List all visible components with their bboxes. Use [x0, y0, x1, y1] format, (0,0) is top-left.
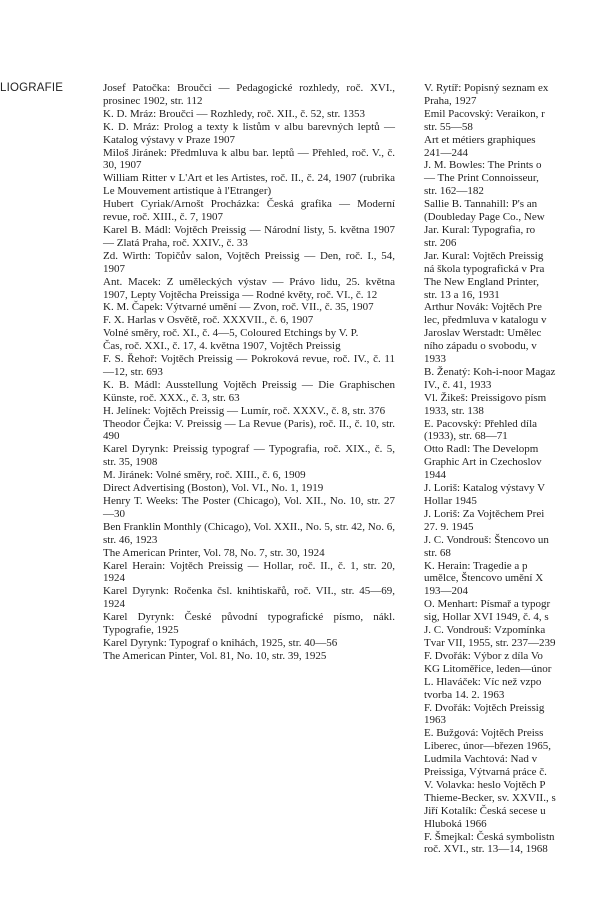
- bibliography-entry: Miloš Jiránek: Předmluva k albu bar. leptů — Přehled, roč. V., č. 30, 1907: [103, 146, 395, 172]
- bibliography-entry: Hollar 1945: [424, 495, 477, 507]
- bibliography-entry: H. Jelínek: Vojtěch Preissig — Lumír, roč. XXXV., č. 8, str. 376: [103, 404, 386, 417]
- bibliography-entry: Ant. Macek: Z uměleckých výstav — Právo lidu, 25. května 1907, Lepty Vojtěcha Preissiga — Rodné květy, roč. VI., č. 12: [103, 275, 395, 301]
- bibliography-entry: V. Volavka: heslo Vojtěch P: [424, 778, 546, 791]
- bibliography-entry: F. Dvořák: Vojtěch Preissig: [424, 701, 545, 714]
- bibliography-entry: 1933, str. 138: [424, 404, 484, 417]
- bibliography-entry: Josef Patočka: Broučci — Pedagogické rozhledy, roč. XVI., prosinec 1902, str. 112: [103, 82, 395, 107]
- bibliography-entry: sig, Hollar XVI 1949, č. 4, s: [424, 611, 549, 624]
- bibliography-entry: ná škola typografická v Pra: [424, 262, 545, 275]
- bibliography-entry: Karel Dyrynk: Preissig typograf — Typografia, roč. XIX., č. 5, str. 35, 1908: [103, 443, 395, 469]
- bibliography-entry: Thieme-Becker, sv. XXVII., s: [424, 791, 556, 804]
- bibliography-entry: Karel Herain: Vojtěch Preissig — Hollar, roč. II., č. 1, str. 20, 1924: [103, 559, 395, 585]
- bibliography-entry: str. 55—58: [424, 120, 473, 133]
- bibliography-entry: F. S. Řehoř: Vojtěch Preissig — Pokroková revue, roč. IV., č. 11—12, str. 693: [103, 353, 395, 378]
- bibliography-entry: 241—244: [424, 146, 468, 159]
- bibliography-entry: The American Printer, Vol. 78, No. 7, str. 30, 1924: [103, 546, 325, 559]
- bibliography-entry: F. X. Harlas v Osvětě, roč. XXXVII., č. 6, 1907: [103, 314, 314, 327]
- bibliography-entry: tvorba 14. 2. 1963: [424, 688, 505, 701]
- bibliography-entry: KG Litoměřice, leden—únor: [424, 662, 552, 675]
- bibliography-entry: F. Šmejkal: Česká symbolistn: [424, 830, 555, 843]
- bibliography-entry: Art et métiers graphiques: [424, 133, 536, 146]
- bibliography-entry: Jar. Kural: Typografia, ro: [424, 223, 536, 236]
- bibliography-entry: V. Rytíř: Popisný seznam ex: [424, 82, 549, 94]
- bibliography-entry: J. M. Bowles: The Prints o: [424, 159, 542, 172]
- bibliography-entry: L. Hlaváček: Víc než vzpo: [424, 675, 542, 688]
- bibliography-entry: (Doubleday Page Co., New: [424, 211, 545, 224]
- bibliography-entry: O. Menhart: Písmař a typogr: [424, 598, 551, 611]
- bibliography-entry: Preissiga, Výtvarná práce č.: [424, 766, 547, 779]
- bibliography-entry: K. B. Mádl: Ausstellung Vojtěch Preissig — Die Graphischen Künste, roč. XXX., č. 3, str. 63: [103, 378, 395, 404]
- bibliography-entry: 1933: [424, 353, 446, 366]
- bibliography-entry: K. M. Čapek: Výtvarné umění — Zvon, roč. VII., č. 35, 1907: [103, 301, 374, 314]
- bibliography-entry: str. 68: [424, 546, 451, 559]
- bibliography-entry: Sallie B. Tannahill: P's an: [424, 198, 538, 211]
- bibliography-entry: 1963: [424, 714, 446, 727]
- bibliography-column-middle: [103, 82, 395, 663]
- bibliography-entry: F. Dvořák: Výbor z díla Vo: [424, 649, 543, 662]
- bibliography-entry: The New England Printer,: [424, 275, 540, 288]
- bibliography-entry: J. Loriš: Za Vojtěchem Prei: [424, 507, 545, 520]
- bibliography-entry: Otto Radl: The Developm: [424, 443, 539, 456]
- bibliography-entry: Hubert Cyriak/Arnošt Procházka: Česká grafika — Moderní revue, roč. XIII., č. 7, 1907: [103, 198, 395, 224]
- bibliography-entry: umělce, Štencovo umění X: [424, 572, 544, 585]
- bibliography-entry: Henry T. Weeks: The Poster (Chicago), Vol. XII., No. 10, str. 27—30: [103, 495, 395, 520]
- bibliography-entry: str. 206: [424, 236, 457, 249]
- bibliography-entry: William Ritter v L'Art et les Artistes, roč. II., č. 24, 1907 (rubrika Le Mouvement artistique à l'Etranger): [103, 172, 395, 198]
- bibliography-entry: M. Jiránek: Volné směry, roč. XIII., č. 6, 1909: [103, 469, 306, 482]
- bibliography-entry: J. Loriš: Katalog výstavy V: [424, 482, 546, 495]
- bibliography-entry: B. Ženatý: Koh-i-noor Magaz: [424, 365, 556, 378]
- bibliography-entry: str. 13 a 16, 1931: [424, 288, 500, 301]
- bibliography-entry: str. 162—182: [424, 185, 484, 198]
- bibliography-column-right: [424, 82, 600, 856]
- bibliography-entry: Praha, 1927: [424, 94, 477, 107]
- bibliography-entry: Theodor Čejka: V. Preissig — La Revue (Paris), roč. II., č. 10, str. 490: [103, 417, 395, 443]
- bibliography-entry: K. D. Mráz: Prolog a texty k listům v albu barevných leptů — Katalog výstavy v Praze 1907: [103, 120, 395, 146]
- bibliography-entry: Čas, roč. XXI., č. 17, 4. května 1907, Vojtěch Preissig: [103, 340, 341, 353]
- bibliography-entry: K. D. Mráz: Broučci — Rozhledy, roč. XII., č. 52, str. 1353: [103, 107, 366, 120]
- bibliography-entry: IV., č. 41, 1933: [424, 378, 492, 391]
- bibliography-entry: Arthur Novák: Vojtěch Pre: [424, 301, 542, 314]
- bibliography-entry: roč. XVI., str. 13—14, 1968: [424, 843, 548, 856]
- bibliography-entry: Hluboká 1966: [424, 817, 487, 830]
- bibliography-entry: Karel Dyrynk: České původní typografické písmo, nákl. Typografie, 1925: [103, 611, 395, 637]
- bibliography-entry: Karel Dyrynk: Typograf o knihách, 1925, str. 40—56: [103, 636, 338, 649]
- bibliography-entry: Jiří Kotalík: Česká secese u: [424, 804, 546, 817]
- bibliography-entry: Liberec, únor—březen 1965,: [424, 740, 552, 753]
- bibliography-entry: E. Pacovský: Přehled díla: [424, 417, 538, 430]
- bibliography-entry: Ludmila Vachtová: Nad v: [424, 753, 538, 766]
- bibliography-entry: J. C. Vondrouš: Štencovo un: [424, 533, 549, 546]
- bibliography-entry: Direct Advertising (Boston), Vol. VI., No. 1, 1919: [103, 482, 324, 495]
- bibliography-entry: 193—204: [424, 585, 468, 598]
- bibliography-entry: J. C. Vondrouš: Vzpomínka: [424, 624, 546, 637]
- bibliography-entry: Jaroslav Werstadt: Umělec: [424, 327, 542, 340]
- bibliography-entry: Tvar VII, 1955, str. 237—239: [424, 636, 556, 649]
- bibliography-entry: — The Print Connoisseur,: [424, 172, 539, 185]
- bibliography-entry: K. Herain: Tragedie a p: [424, 559, 528, 572]
- bibliography-entry: The American Pinter, Vol. 81, No. 10, str. 39, 1925: [103, 649, 327, 662]
- bibliography-entry: Karel B. Mádl: Vojtěch Preissig — Národní listy, 5. května 1907 — Zlatá Praha, roč. XXIV., č. 33: [103, 223, 395, 249]
- bibliography-entry: (1933), str. 68—71: [424, 430, 508, 443]
- bibliography-entry: Karel Dyrynk: Ročenka čsl. knihtiskařů, roč. VII., str. 45—69, 1924: [103, 585, 395, 611]
- bibliography-entry: ního západu o svobodu, v: [424, 340, 537, 353]
- bibliography-entry: Zd. Wirth: Topičův salon, Vojtěch Preissig — Den, roč. I., 54, 1907: [103, 249, 395, 275]
- bibliography-entry: E. Bužgová: Vojtěch Preiss: [424, 727, 544, 740]
- bibliography-entry: 27. 9. 1945: [424, 520, 474, 533]
- bibliography-entry: Volné směry, roč. XI., č. 4—5, Coloured Etchings by V. P.: [103, 327, 359, 340]
- bibliography-entry: Jar. Kural: Vojtěch Preissig: [424, 249, 544, 262]
- bibliography-entry: 1944: [424, 469, 446, 482]
- bibliography-entry: lec, předmluva v katalogu v: [424, 314, 547, 327]
- bibliography-entry: Graphic Art in Czechoslov: [424, 456, 542, 469]
- bibliography-entry: Ben Franklin Monthly (Chicago), Vol. XXII., No. 5, str. 42, No. 6, str. 46, 1923: [103, 520, 395, 546]
- bibliography-entry: Vl. Žikeš: Preissigovo písm: [424, 391, 547, 404]
- bibliography-entry: Emil Pacovský: Veraikon, r: [424, 107, 545, 120]
- section-heading: LIOGRAFIE: [0, 82, 64, 94]
